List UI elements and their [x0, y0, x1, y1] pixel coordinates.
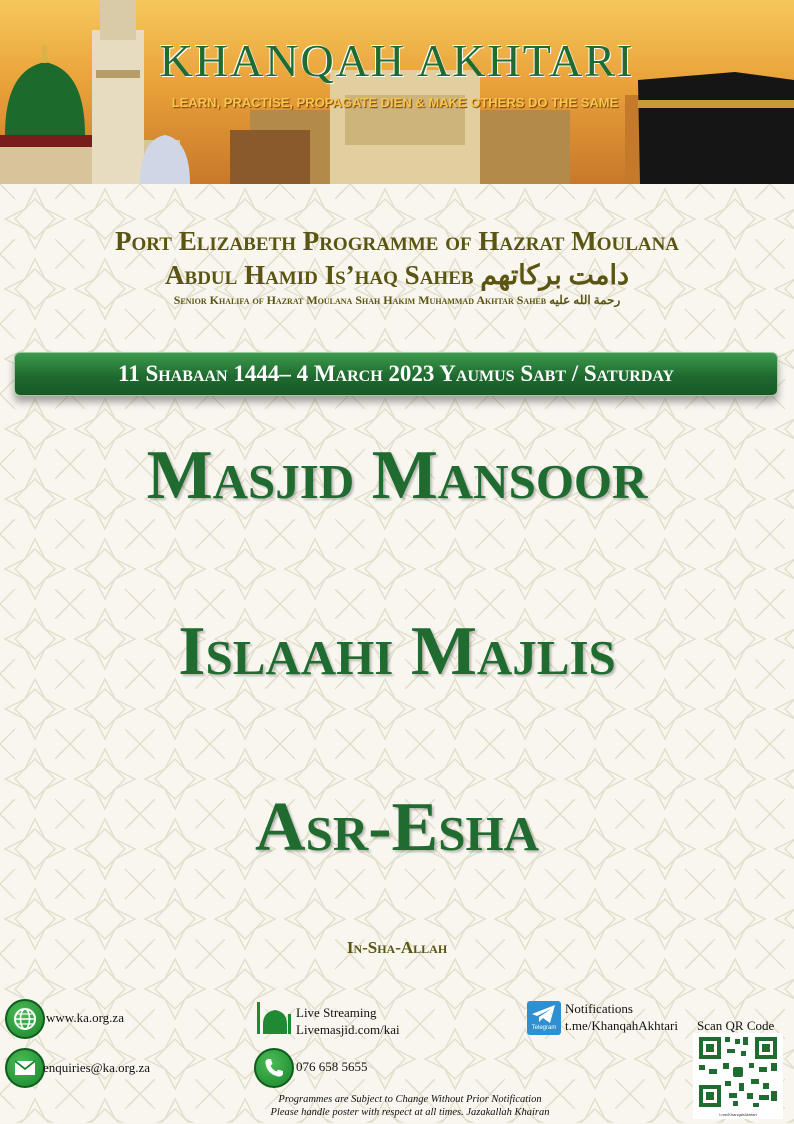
telegram-label: Telegram — [531, 1025, 557, 1031]
respect-notice: Please handle poster with respect at all times. Jazakallah Khairan — [270, 1107, 550, 1118]
email-link[interactable]: enquiries@ka.org.za — [43, 1060, 151, 1075]
live-streaming-label: Live Streaming — [296, 1005, 377, 1020]
change-notice: Programmes are Subject to Change Without Prior Notification — [278, 1094, 542, 1105]
mail-icon — [5, 1048, 45, 1088]
event-heading: Islaahi Majlis — [178, 613, 616, 690]
programme-title-line2: Abdul Hamid Is’haq Saheb دامت برکاتهم — [165, 260, 629, 290]
programme-subtitle: Senior Khalifa of Hazrat Moulana Shah Hakim Muhammad Akhtar Saheb رحمة الله عليه — [173, 293, 621, 307]
scan-qr-label: Scan QR Code — [697, 1018, 775, 1033]
brand-tagline: LEARN, PRACTISE, PROPAGATE DIEN & MAKE OTHERS DO THE SAME — [171, 95, 619, 110]
notifications-label: Notifications — [565, 1001, 633, 1016]
header-banner — [0, 0, 794, 184]
mosque-icon — [255, 1000, 293, 1036]
programme-title-line1: Port Elizabeth Programme of Hazrat Moulana — [114, 226, 680, 256]
qr-code-image — [693, 1033, 783, 1119]
globe-icon — [5, 999, 45, 1039]
time-heading: Asr-Esha — [255, 789, 539, 866]
qr-caption: t.me/KhanqahAkhtari — [719, 1112, 757, 1117]
venue-heading: Masjid Mansoor — [146, 437, 648, 514]
date-banner — [14, 352, 778, 396]
brand-title: KHANQAH AKHTARI — [159, 35, 635, 86]
live-streaming-link[interactable]: Livemasjid.com/kai — [296, 1022, 400, 1037]
banner-illustration — [0, 0, 794, 184]
qr-code[interactable] — [693, 1033, 783, 1119]
phone-number[interactable]: 076 658 5655 — [296, 1059, 368, 1074]
date-text: 11 Shabaan 1444– 4 March 2023 Yaumus Sabt / Saturday — [117, 361, 675, 386]
telegram-link[interactable]: t.me/KhanqahAkhtari — [565, 1018, 678, 1033]
website-link[interactable]: www.ka.org.za — [46, 1010, 124, 1025]
insha-allah-text: In-Sha-Allah — [346, 938, 448, 957]
telegram-icon — [527, 1001, 561, 1035]
phone-icon — [254, 1048, 294, 1088]
